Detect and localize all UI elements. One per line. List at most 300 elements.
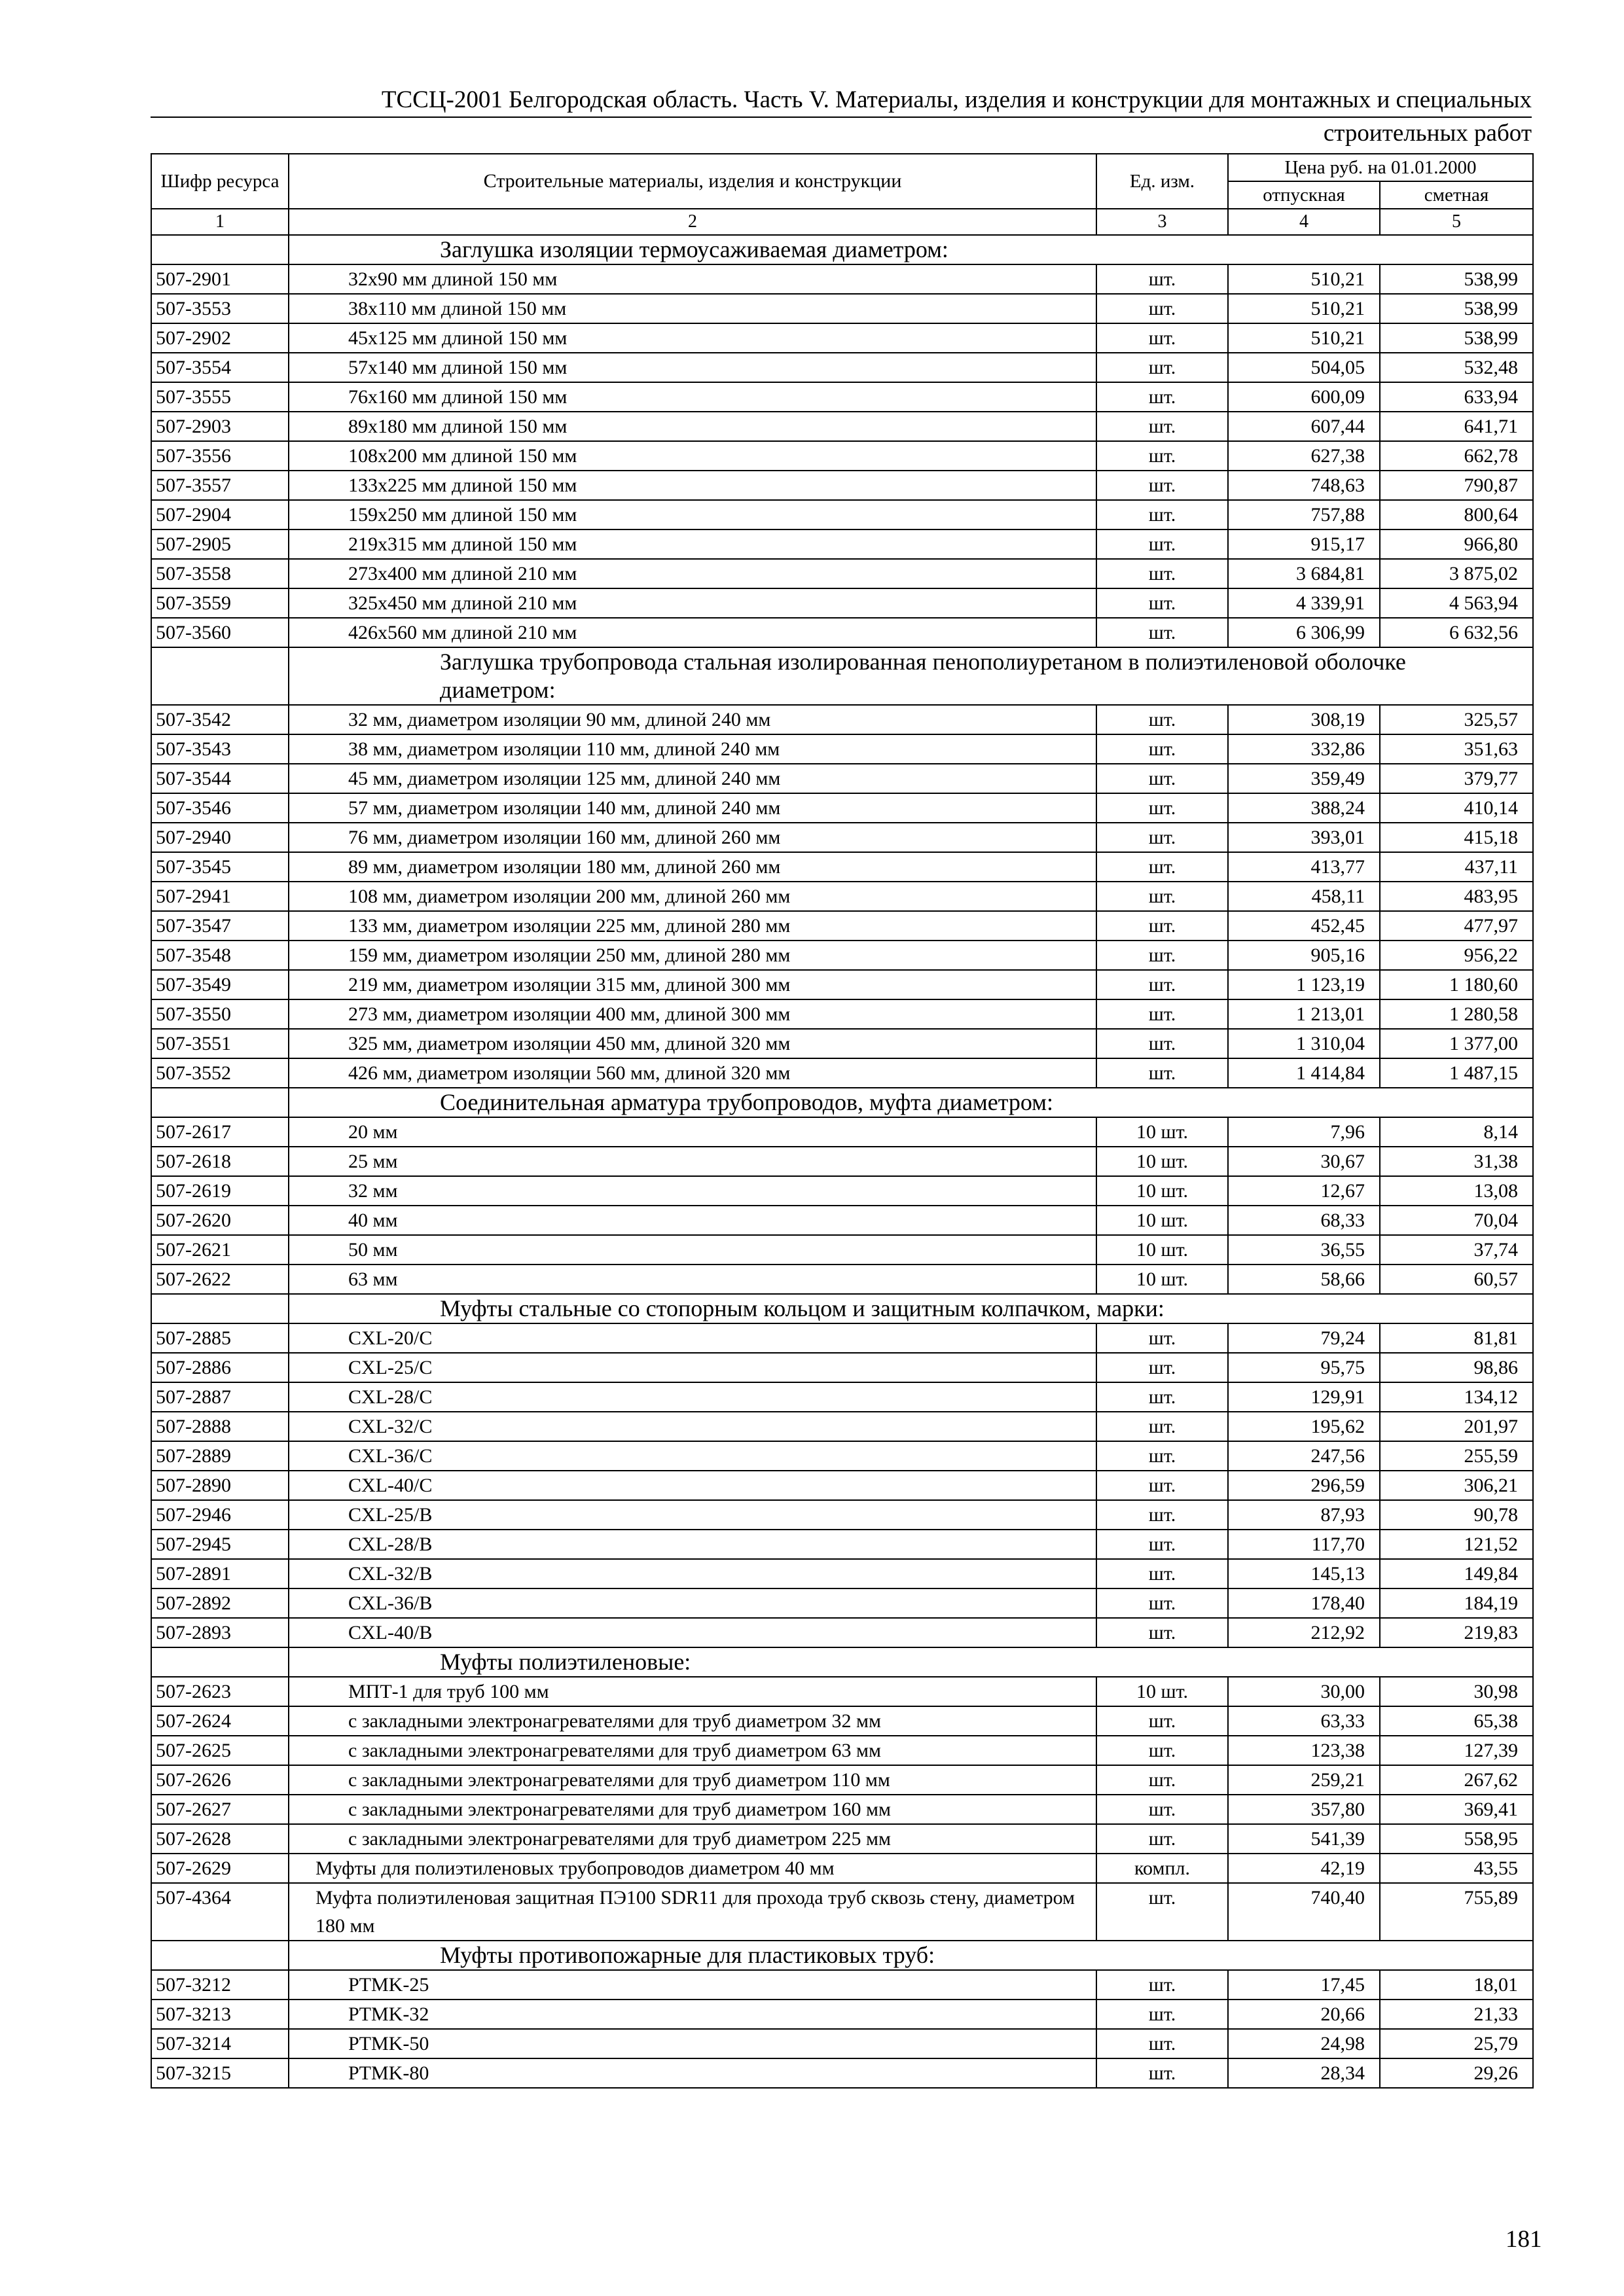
price-release: 413,77 <box>1228 852 1380 882</box>
price-estimate: 134,12 <box>1380 1382 1533 1412</box>
price-estimate: 184,19 <box>1380 1588 1533 1618</box>
unit-cell: шт. <box>1096 2029 1228 2058</box>
table-row <box>151 1824 1533 1854</box>
resource-code: 507-3547 <box>151 911 289 941</box>
material-name: PTMK-80 <box>289 2058 1096 2088</box>
resource-code: 507-3557 <box>151 471 289 500</box>
resource-code: 507-2620 <box>151 1206 289 1235</box>
group-code-cell <box>151 1647 289 1677</box>
resource-code: 507-3559 <box>151 588 289 618</box>
material-name: с закладными электронагревателями для труб диаметром 225 мм <box>289 1824 1096 1854</box>
price-estimate: 1 487,15 <box>1380 1058 1533 1088</box>
unit-cell: шт. <box>1096 529 1228 559</box>
price-release: 905,16 <box>1228 941 1380 970</box>
unit-cell: шт. <box>1096 412 1228 441</box>
price-estimate: 379,77 <box>1380 764 1533 793</box>
material-name: 108 мм, диаметром изоляции 200 мм, длиной 260 мм <box>289 882 1096 911</box>
price-estimate: 60,57 <box>1380 1265 1533 1294</box>
price-estimate: 477,97 <box>1380 911 1533 941</box>
price-estimate: 369,41 <box>1380 1795 1533 1824</box>
table-row <box>151 1970 1533 2000</box>
table-row <box>151 764 1533 793</box>
table-row <box>151 618 1533 647</box>
unit-cell: шт. <box>1096 1441 1228 1471</box>
material-name: 89 мм, диаметром изоляции 180 мм, длиной 260 мм <box>289 852 1096 882</box>
price-estimate: 4 563,94 <box>1380 588 1533 618</box>
resource-code: 507-2905 <box>151 529 289 559</box>
table-row <box>151 1382 1533 1412</box>
price-release: 17,45 <box>1228 1970 1380 2000</box>
table-row <box>151 1176 1533 1206</box>
price-release: 30,00 <box>1228 1677 1380 1706</box>
material-name: 38х110 мм длиной 150 мм <box>289 294 1096 323</box>
price-release: 748,63 <box>1228 471 1380 500</box>
group-header-row <box>151 1088 1533 1117</box>
header-price-estimate: сметная <box>1380 181 1533 209</box>
material-name: 325 мм, диаметром изоляции 450 мм, длиной 320 мм <box>289 1029 1096 1058</box>
price-release: 3 684,81 <box>1228 559 1380 588</box>
unit-cell: шт. <box>1096 823 1228 852</box>
unit-cell: компл. <box>1096 1854 1228 1883</box>
price-release: 510,21 <box>1228 323 1380 353</box>
price-release: 20,66 <box>1228 2000 1380 2029</box>
price-release: 259,21 <box>1228 1765 1380 1795</box>
resource-code: 507-2619 <box>151 1176 289 1206</box>
material-name: 38 мм, диаметром изоляции 110 мм, длиной 240 мм <box>289 734 1096 764</box>
unit-cell: шт. <box>1096 441 1228 471</box>
table-row <box>151 529 1533 559</box>
unit-cell: шт. <box>1096 1795 1228 1824</box>
resource-code: 507-2941 <box>151 882 289 911</box>
material-name: 32 мм, диаметром изоляции 90 мм, длиной 240 мм <box>289 705 1096 734</box>
unit-cell: шт. <box>1096 1736 1228 1765</box>
price-release: 740,40 <box>1228 1883 1380 1941</box>
price-release: 510,21 <box>1228 264 1380 294</box>
group-code-cell <box>151 1294 289 1323</box>
table-row <box>151 1235 1533 1265</box>
resource-code: 507-2893 <box>151 1618 289 1647</box>
table-row <box>151 294 1533 323</box>
resource-code: 507-2628 <box>151 1824 289 1854</box>
price-estimate: 956,22 <box>1380 941 1533 970</box>
table-row <box>151 471 1533 500</box>
table-row <box>151 970 1533 999</box>
price-release: 757,88 <box>1228 500 1380 529</box>
group-code-cell <box>151 1941 289 1970</box>
material-name: 76х160 мм длиной 150 мм <box>289 382 1096 412</box>
table-row <box>151 382 1533 412</box>
material-name: CXL-40/C <box>289 1471 1096 1500</box>
price-release: 357,80 <box>1228 1795 1380 1824</box>
unit-cell: шт. <box>1096 353 1228 382</box>
resource-code: 507-2901 <box>151 264 289 294</box>
resource-code: 507-3543 <box>151 734 289 764</box>
unit-cell: шт. <box>1096 1471 1228 1500</box>
material-name: МПТ-1 для труб 100 мм <box>289 1677 1096 1706</box>
table-row <box>151 1618 1533 1647</box>
resource-code: 507-3542 <box>151 705 289 734</box>
price-release: 7,96 <box>1228 1117 1380 1147</box>
resource-code: 507-2624 <box>151 1706 289 1736</box>
price-release: 308,19 <box>1228 705 1380 734</box>
unit-cell: шт. <box>1096 588 1228 618</box>
group-header-row <box>151 647 1533 705</box>
price-release: 541,39 <box>1228 1824 1380 1854</box>
unit-cell: шт. <box>1096 1058 1228 1088</box>
price-estimate: 966,80 <box>1380 529 1533 559</box>
price-release: 42,19 <box>1228 1854 1380 1883</box>
column-number: 1 <box>151 209 289 235</box>
price-estimate: 30,98 <box>1380 1677 1533 1706</box>
table-row <box>151 1353 1533 1382</box>
resource-code: 507-3544 <box>151 764 289 793</box>
price-estimate: 43,55 <box>1380 1854 1533 1883</box>
unit-cell: шт. <box>1096 1412 1228 1441</box>
price-release: 600,09 <box>1228 382 1380 412</box>
price-estimate: 1 280,58 <box>1380 999 1533 1029</box>
unit-cell: шт. <box>1096 2000 1228 2029</box>
table-row <box>151 1677 1533 1706</box>
unit-cell: шт. <box>1096 941 1228 970</box>
table-row <box>151 1471 1533 1500</box>
price-release: 117,70 <box>1228 1530 1380 1559</box>
resource-code: 507-2626 <box>151 1765 289 1795</box>
table-row <box>151 264 1533 294</box>
table-row <box>151 1029 1533 1058</box>
price-release: 129,91 <box>1228 1382 1380 1412</box>
table-row <box>151 1441 1533 1471</box>
price-estimate: 37,74 <box>1380 1235 1533 1265</box>
table-row <box>151 1265 1533 1294</box>
group-title: Муфты стальные со стопорным кольцом и защитным колпачком, марки: <box>289 1294 1533 1323</box>
column-number: 4 <box>1228 209 1380 235</box>
price-release: 212,92 <box>1228 1618 1380 1647</box>
unit-cell: 10 шт. <box>1096 1235 1228 1265</box>
material-name: с закладными электронагревателями для труб диаметром 160 мм <box>289 1795 1096 1824</box>
table-row <box>151 1795 1533 1824</box>
material-name: 133х225 мм длиной 150 мм <box>289 471 1096 500</box>
table-row <box>151 999 1533 1029</box>
price-estimate: 641,71 <box>1380 412 1533 441</box>
table-row <box>151 911 1533 941</box>
resource-code: 507-3553 <box>151 294 289 323</box>
table-row <box>151 1412 1533 1441</box>
price-release: 58,66 <box>1228 1265 1380 1294</box>
unit-cell: шт. <box>1096 1530 1228 1559</box>
price-release: 28,34 <box>1228 2058 1380 2088</box>
unit-cell: шт. <box>1096 1559 1228 1588</box>
material-name: PTMK-32 <box>289 2000 1096 2029</box>
header-title-line1: ТССЦ-2001 Белгородская область. Часть V. Материалы, изделия и конструкции для монтажных и специальных <box>381 86 1532 113</box>
material-name: CXL-28/C <box>289 1382 1096 1412</box>
unit-cell: шт. <box>1096 911 1228 941</box>
unit-cell: 10 шт. <box>1096 1176 1228 1206</box>
column-number: 5 <box>1380 209 1533 235</box>
resource-code: 507-2886 <box>151 1353 289 1382</box>
material-name: 40 мм <box>289 1206 1096 1235</box>
unit-cell: шт. <box>1096 1588 1228 1618</box>
price-estimate: 29,26 <box>1380 2058 1533 2088</box>
resource-code: 507-2627 <box>151 1795 289 1824</box>
price-release: 915,17 <box>1228 529 1380 559</box>
table-row <box>151 1147 1533 1176</box>
resource-code: 507-2890 <box>151 1471 289 1500</box>
price-estimate: 800,64 <box>1380 500 1533 529</box>
price-estimate: 351,63 <box>1380 734 1533 764</box>
unit-cell: шт. <box>1096 764 1228 793</box>
price-release: 1 414,84 <box>1228 1058 1380 1088</box>
price-estimate: 201,97 <box>1380 1412 1533 1441</box>
unit-cell: 10 шт. <box>1096 1206 1228 1235</box>
price-release: 36,55 <box>1228 1235 1380 1265</box>
material-name: 273х400 мм длиной 210 мм <box>289 559 1096 588</box>
material-name: 159 мм, диаметром изоляции 250 мм, длиной 280 мм <box>289 941 1096 970</box>
price-estimate: 31,38 <box>1380 1147 1533 1176</box>
resource-code: 507-3545 <box>151 852 289 882</box>
material-name: CXL-25/B <box>289 1500 1096 1530</box>
price-release: 1 123,19 <box>1228 970 1380 999</box>
price-release: 68,33 <box>1228 1206 1380 1235</box>
material-name: PTMK-25 <box>289 1970 1096 2000</box>
material-name: 159х250 мм длиной 150 мм <box>289 500 1096 529</box>
price-estimate: 437,11 <box>1380 852 1533 882</box>
unit-cell: шт. <box>1096 471 1228 500</box>
material-name: 45х125 мм длиной 150 мм <box>289 323 1096 353</box>
price-estimate: 538,99 <box>1380 323 1533 353</box>
price-estimate: 790,87 <box>1380 471 1533 500</box>
table-row <box>151 1058 1533 1088</box>
group-header-row <box>151 1647 1533 1677</box>
header-name: Строительные материалы, изделия и конструкции <box>289 154 1096 209</box>
unit-cell: шт. <box>1096 705 1228 734</box>
price-estimate: 1 180,60 <box>1380 970 1533 999</box>
price-estimate: 633,94 <box>1380 382 1533 412</box>
table-row <box>151 793 1533 823</box>
price-release: 458,11 <box>1228 882 1380 911</box>
price-release: 332,86 <box>1228 734 1380 764</box>
material-name: 89х180 мм длиной 150 мм <box>289 412 1096 441</box>
resource-code: 507-3215 <box>151 2058 289 2088</box>
table-header <box>151 154 1533 235</box>
price-estimate: 255,59 <box>1380 1441 1533 1471</box>
price-release: 63,33 <box>1228 1706 1380 1736</box>
unit-cell: шт. <box>1096 2058 1228 2088</box>
resource-code: 507-2887 <box>151 1382 289 1412</box>
resource-code: 507-3551 <box>151 1029 289 1058</box>
price-estimate: 532,48 <box>1380 353 1533 382</box>
price-estimate: 98,86 <box>1380 1353 1533 1382</box>
price-estimate: 410,14 <box>1380 793 1533 823</box>
unit-cell: шт. <box>1096 1824 1228 1854</box>
group-header-row <box>151 1294 1533 1323</box>
unit-cell: шт. <box>1096 999 1228 1029</box>
resource-code: 507-3560 <box>151 618 289 647</box>
price-estimate: 1 377,00 <box>1380 1029 1533 1058</box>
unit-cell: шт. <box>1096 1618 1228 1647</box>
price-estimate: 81,81 <box>1380 1323 1533 1353</box>
group-title: Муфты противопожарные для пластиковых труб: <box>289 1941 1533 1970</box>
material-name: с закладными электронагревателями для труб диаметром 32 мм <box>289 1706 1096 1736</box>
price-release: 87,93 <box>1228 1500 1380 1530</box>
table-body <box>151 235 1533 2088</box>
column-number: 3 <box>1096 209 1228 235</box>
header-title-line2: строительных работ <box>1323 120 1532 147</box>
price-estimate: 267,62 <box>1380 1765 1533 1795</box>
page-header <box>151 85 1532 149</box>
material-name: 57 мм, диаметром изоляции 140 мм, длиной 240 мм <box>289 793 1096 823</box>
table-row <box>151 1530 1533 1559</box>
material-name: 426 мм, диаметром изоляции 560 мм, длиной 320 мм <box>289 1058 1096 1088</box>
material-name: с закладными электронагревателями для труб диаметром 63 мм <box>289 1736 1096 1765</box>
material-name: CXL-32/B <box>289 1559 1096 1588</box>
group-header-row <box>151 1941 1533 1970</box>
table-row <box>151 2000 1533 2029</box>
price-release: 359,49 <box>1228 764 1380 793</box>
resource-code: 507-2889 <box>151 1441 289 1471</box>
price-release: 30,67 <box>1228 1147 1380 1176</box>
resource-code: 507-3552 <box>151 1058 289 1088</box>
material-name: 325х450 мм длиной 210 мм <box>289 588 1096 618</box>
material-name: 32 мм <box>289 1176 1096 1206</box>
table-row <box>151 1500 1533 1530</box>
material-name: PTMK-50 <box>289 2029 1096 2058</box>
unit-cell: шт. <box>1096 618 1228 647</box>
table-row <box>151 1559 1533 1588</box>
price-estimate: 127,39 <box>1380 1736 1533 1765</box>
resource-code: 507-2622 <box>151 1265 289 1294</box>
unit-cell: шт. <box>1096 852 1228 882</box>
material-name: Муфта полиэтиленовая защитная ПЭ100 SDR11 для прохода труб сквозь стену, диаметром 180 мм <box>289 1883 1096 1941</box>
price-estimate: 306,21 <box>1380 1471 1533 1500</box>
resource-code: 507-3556 <box>151 441 289 471</box>
unit-cell: шт. <box>1096 1706 1228 1736</box>
table-row <box>151 1323 1533 1353</box>
price-estimate: 6 632,56 <box>1380 618 1533 647</box>
table-row <box>151 882 1533 911</box>
group-code-cell <box>151 1088 289 1117</box>
table-row <box>151 1765 1533 1795</box>
resource-code: 507-2945 <box>151 1530 289 1559</box>
material-name: CXL-32/C <box>289 1412 1096 1441</box>
table-row <box>151 1206 1533 1235</box>
resource-code: 507-2903 <box>151 412 289 441</box>
unit-cell: шт. <box>1096 734 1228 764</box>
price-estimate: 415,18 <box>1380 823 1533 852</box>
resource-code: 507-2940 <box>151 823 289 852</box>
price-estimate: 538,99 <box>1380 264 1533 294</box>
unit-cell: шт. <box>1096 882 1228 911</box>
material-name: CXL-40/B <box>289 1618 1096 1647</box>
header-code: Шифр ресурса <box>151 154 289 209</box>
unit-cell: шт. <box>1096 500 1228 529</box>
resource-code: 507-3550 <box>151 999 289 1029</box>
price-release: 452,45 <box>1228 911 1380 941</box>
price-estimate: 65,38 <box>1380 1706 1533 1736</box>
unit-cell: шт. <box>1096 559 1228 588</box>
resource-code: 507-2885 <box>151 1323 289 1353</box>
resource-code: 507-3546 <box>151 793 289 823</box>
resource-code: 507-2618 <box>151 1147 289 1176</box>
price-estimate: 21,33 <box>1380 2000 1533 2029</box>
material-name: 32х90 мм длиной 150 мм <box>289 264 1096 294</box>
resource-code: 507-2629 <box>151 1854 289 1883</box>
price-estimate: 25,79 <box>1380 2029 1533 2058</box>
group-title: Заглушка изоляции термоусаживаемая диаметром: <box>289 235 1533 264</box>
unit-cell: шт. <box>1096 1500 1228 1530</box>
group-header-row <box>151 235 1533 264</box>
unit-cell: шт. <box>1096 793 1228 823</box>
price-release: 123,38 <box>1228 1736 1380 1765</box>
group-title: Муфты полиэтиленовые: <box>289 1647 1533 1677</box>
price-estimate: 325,57 <box>1380 705 1533 734</box>
header-unit: Ед. изм. <box>1096 154 1228 209</box>
price-release: 178,40 <box>1228 1588 1380 1618</box>
price-estimate: 538,99 <box>1380 294 1533 323</box>
table-row <box>151 588 1533 618</box>
unit-cell: шт. <box>1096 1029 1228 1058</box>
header-price-release: отпускная <box>1228 181 1380 209</box>
price-estimate: 662,78 <box>1380 441 1533 471</box>
table-row <box>151 941 1533 970</box>
unit-cell: 10 шт. <box>1096 1117 1228 1147</box>
resource-code: 507-3549 <box>151 970 289 999</box>
price-release: 145,13 <box>1228 1559 1380 1588</box>
table-row <box>151 823 1533 852</box>
price-estimate: 483,95 <box>1380 882 1533 911</box>
unit-cell: шт. <box>1096 323 1228 353</box>
resource-code: 507-4364 <box>151 1883 289 1941</box>
price-estimate: 90,78 <box>1380 1500 1533 1530</box>
price-estimate: 755,89 <box>1380 1883 1533 1941</box>
resource-code: 507-2902 <box>151 323 289 353</box>
table-row <box>151 500 1533 529</box>
resource-code: 507-2625 <box>151 1736 289 1765</box>
price-release: 388,24 <box>1228 793 1380 823</box>
price-release: 393,01 <box>1228 823 1380 852</box>
unit-cell: шт. <box>1096 1323 1228 1353</box>
resource-code: 507-2888 <box>151 1412 289 1441</box>
unit-cell: шт. <box>1096 294 1228 323</box>
material-name: 20 мм <box>289 1117 1096 1147</box>
price-release: 4 339,91 <box>1228 588 1380 618</box>
table-row <box>151 1883 1533 1941</box>
unit-cell: 10 шт. <box>1096 1677 1228 1706</box>
price-release: 95,75 <box>1228 1353 1380 1382</box>
price-estimate: 70,04 <box>1380 1206 1533 1235</box>
material-name: CXL-36/B <box>289 1588 1096 1618</box>
material-name: 133 мм, диаметром изоляции 225 мм, длиной 280 мм <box>289 911 1096 941</box>
material-name: 45 мм, диаметром изоляции 125 мм, длиной 240 мм <box>289 764 1096 793</box>
price-release: 24,98 <box>1228 2029 1380 2058</box>
price-estimate: 18,01 <box>1380 1970 1533 2000</box>
unit-cell: 10 шт. <box>1096 1147 1228 1176</box>
unit-cell: шт. <box>1096 264 1228 294</box>
price-release: 195,62 <box>1228 1412 1380 1441</box>
resource-code: 507-2904 <box>151 500 289 529</box>
unit-cell: шт. <box>1096 1883 1228 1941</box>
price-release: 1 310,04 <box>1228 1029 1380 1058</box>
header-price: Цена руб. на 01.01.2000 <box>1228 154 1533 181</box>
resource-code: 507-2946 <box>151 1500 289 1530</box>
price-release: 504,05 <box>1228 353 1380 382</box>
price-estimate: 149,84 <box>1380 1559 1533 1588</box>
group-code-cell <box>151 235 289 264</box>
resource-code: 507-3555 <box>151 382 289 412</box>
table-row <box>151 2058 1533 2088</box>
price-estimate: 8,14 <box>1380 1117 1533 1147</box>
material-name: 108х200 мм длиной 150 мм <box>289 441 1096 471</box>
price-release: 247,56 <box>1228 1441 1380 1471</box>
